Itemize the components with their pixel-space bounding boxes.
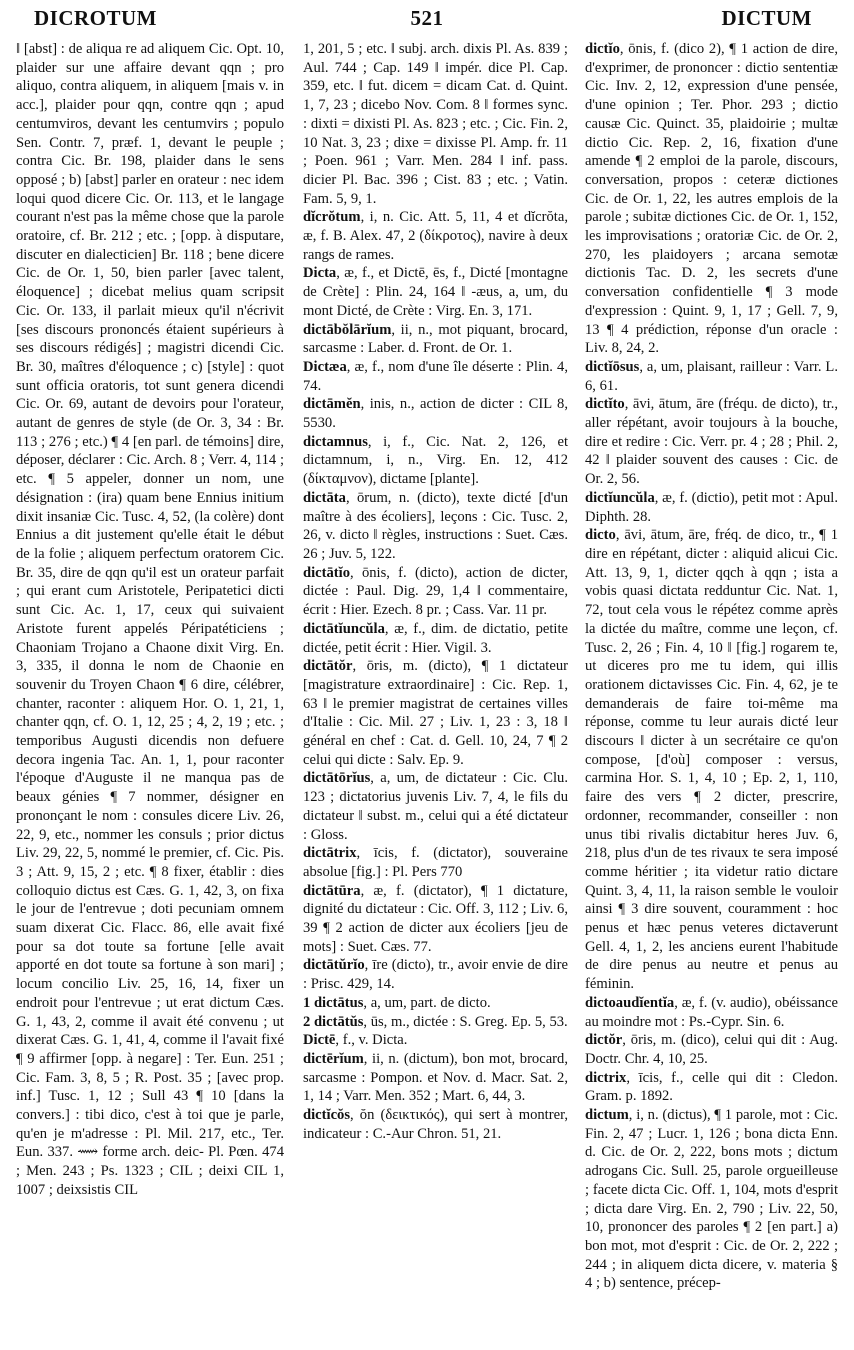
entry-text: , ūs, m., dictée : S. Greg. Ep. 5, 53. (363, 1013, 568, 1030)
entry-headword: dictātūra (303, 882, 361, 899)
dictionary-entry (585, 1106, 838, 1293)
entry-text: , ŏn (δεικτικός), qui sert à montrer, indicateur : C.-Aur Chron. 51, 21. (303, 1107, 568, 1142)
entry-headword: 2 dictātŭs (303, 1013, 364, 1030)
dictionary-entry (303, 1106, 568, 1143)
dictionary-entry (585, 994, 838, 1031)
entry-headword: dictŏr (585, 1032, 623, 1049)
entry-text: , æ, f. (dictator), ¶ 1 dictature, dignité du dictateur : Cic. Off. 3, 112 ; Liv. 6, 39 ¶ 2 action de dicter aux écoliers [jeu de mots] : Suet. Cæs. 77. (303, 882, 568, 955)
entry-text: , ii, n. (dictum), bon mot, brocard, sarcasme : Pompon. et Nov. d. Macr. Sat. 2, 1, 14 ; Varr. Men. 352 ; Mart. 6, 44, 3. (303, 1050, 568, 1105)
dictionary-entry (303, 564, 568, 620)
entry-text: , i, f., Cic. Nat. 2, 126, et dictamnum, i, n., Virg. En. 12, 412 (δίκταμνον), dictame [plante]. (303, 433, 568, 488)
dictionary-entry (303, 994, 568, 1013)
entry-headword: dictum (585, 1107, 629, 1124)
dictionary-entry (303, 882, 568, 957)
entry-text: , īcis, f., celle qui dit : Cledon. Gram. p. 1892. (585, 1069, 838, 1105)
dictionary-entry (303, 321, 568, 358)
entry-text: , æ, f., nom d'une île déserte : Plin. 4, 74. (303, 358, 568, 394)
entry-text: , īre (dicto), tr., avoir envie de dire : Prisc. 429, 14. (303, 957, 568, 993)
dictionary-entry (303, 208, 568, 264)
entry-headword: Dictē (303, 1032, 336, 1049)
dictionary-entry (303, 1013, 568, 1032)
entry-headword: dictĭuncŭla (585, 489, 655, 506)
dictionary-entry (303, 956, 568, 993)
text-columns (16, 40, 838, 1340)
dictionary-entry (16, 40, 284, 1200)
entry-headword: dictĭcŏs (303, 1107, 351, 1124)
dictionary-entry (303, 844, 568, 881)
page-number: 521 (410, 6, 444, 30)
dictionary-entry (303, 358, 568, 395)
entry-text: , æ, f. (dictio), petit mot : Apul. Diphth. 28. (585, 489, 838, 525)
entry-text: , ōris, m. (dico), celui qui dit : Aug. Doctr. Chr. 4, 10, 25. (585, 1032, 838, 1067)
entry-headword: 1 dictātus (303, 994, 364, 1011)
entry-text: , a, um, part. de dicto. (363, 994, 491, 1011)
entry-headword: dictātŭrĭo (303, 957, 365, 974)
entry-text: , ōnis, f. (dico 2), ¶ 1 action de dire, d'exprimer, de prononcer : dictio sententiæ Cic. Inv. 2, 12, expression d'une pensée, d'une opinion ; Ter. Phor. 293 ; dictio causæ Cic. Quinct. 35, plaidoirie ; multæ dictio Cic. Rep. 2, 16, fixation d'une amende ¶ 2 emploi de la parole, discours, conversation, propos : ceteræ dictiones Cic. de Or. 1, 22, les autres emplois de la parole ; subitæ dictiones Cic. de Or. 1, 152, les improvisations ; oratoriæ Cic. de Or. 2, 270, les plaidoyers ; arcana semotæ dictionis Tac. D. 2, les secrets d'une conversation confidentielle ¶ 3 mode d'expression : Quint. 9, 1, 17 ; Gell. 7, 9, 13 ¶ 4 prédiction, réponse d'un oracle : Liv. 8, 24, 2. (585, 41, 838, 357)
dictionary-entry (303, 264, 568, 320)
dictionary-entry (303, 657, 568, 769)
entry-text: , i, n. Cic. Att. 5, 11, 4 et dĭcrŏta, æ, f. B. Alex. 47, 2 (δίκροτος), navire à deux rangs de rames. (303, 209, 568, 263)
entry-text: , āvi, ātum, āre (fréqu. de dicto), tr., aller répétant, avoir toujours à la bouche, dire et redire : Cic. Verr. pr. 4 ; 28 ; Phil. 2, 42 ‖ plaider souvent des causes : Cic. de Or. 2, 56. (585, 396, 838, 488)
dictionary-entry (585, 395, 838, 489)
dictionary-entry (303, 1050, 568, 1106)
entry-headword: dictrix (585, 1069, 627, 1086)
entry-text: , f., v. Dicta. (335, 1032, 408, 1049)
entry-text: , a, um, plaisant, railleur : Varr. L. 6, 61. (585, 358, 838, 394)
entry-text: 1, 201, 5 ; etc. ‖ subj. arch. dixis Pl. As. 839 ; Aul. 744 ; Cap. 149 ‖ impér. dice Pl. Cap. 359, etc. ‖ fut. dicem = dicam Cat. d. Quint. 1, 7, 23 ; dicebo Nov. Com. 8 ‖ formes sync. : dixti = dixisti Pl. As. 823 ; etc. ; Cic. Fin. 2, 10 Nat. 3, 23 ; dixe = dixisse Pl. Amp. fr. 11 ; Poen. 961 ; Varr. Men. 284 ‖ inf. pass. dicier Pl. Bac. 396 ; Cist. 83 ; etc. ; Vatin. Fam. 5, 9, 1. (303, 41, 568, 207)
entry-headword: dictāta (303, 489, 346, 506)
entry-text: , āvi, ātum, āre, fréq. de dico, tr., ¶ 1 dire en répétant, dicter : aliquid alicui Cic. Att. 13, 9, 1, dicter qqch à qqn ; ista a vobis quasi dictata redduntur Cic. Nat. 1, 72, tout cela vous le répétez comme après la dictée du maître, comme une leçon, cf. Tusc. 2, 26 ; Fin. 4, 10 ‖ [fig.] rogarem te, ut diceres pro me tu idem, qui illis orationem dictavisses Cic. Fin. 4, 62, je te demanderais de faire toi-même ma réponse, comme tu leur aurais dicté leur discours ‖ dicter à un secrétaire ce qu'on compose, [d'où] composer : versus, carmina Hor. S. 1, 4, 10 ; Ep. 2, 1, 110, faire des vers ¶ 2 dicter, prescrire, ordonner, recommander, conseiller : non unus tibi rivalis dictabitur heres Juv. 6, 218, plus d'un de tes rivaux te sera imposé comme héritier ; ita videtur ratio dictare Quint. 3, 4, 11, la raison semble le vouloir ainsi ¶ 3 dire souvent, couramment : hoc penus et hæc penus veteres dictaverunt Gell. 4, 1, 2, les anciens eurent l'habitude de dire penus au neutre et penus au féminin. (585, 527, 838, 993)
entry-headword: dictātĭo (303, 564, 351, 581)
entry-text: , ii, n., mot piquant, brocard, sarcasme : Laber. d. Front. de Or. 1. (303, 321, 568, 357)
entry-headword: dictĭto (585, 396, 625, 413)
dictionary-entry (303, 395, 568, 432)
entry-headword: Dicta (303, 265, 337, 282)
column-3 (585, 40, 838, 1340)
entry-headword: dictērĭum (303, 1050, 364, 1067)
entry-headword: Dictæa (303, 358, 347, 375)
entry-text: , i, n. (dictus), ¶ 1 parole, mot : Cic. Fin. 2, 47 ; Lucr. 1, 126 ; bona dicta Enn. d. Cic. de Or. 2, 222, bons mots ; dictum adrogans Cic. Sull. 25, parole orgueilleuse ; facete dicta Cic. Off. 1, 104, mots d'esprit ; dicta dare Virg. En. 2, 790 ; Liv. 22, 50, 10, prononcer des paroles ¶ 2 [en part.] a) bon mot, mot d'esprit : Cic. de Or. 2, 222 ; 244 ; in aliquem dicta dicere, v. materia § 4 ; b) sentence, précep- (585, 1107, 838, 1292)
page-header (16, 6, 838, 40)
entry-headword: dictoaudĭentĭa (585, 994, 675, 1011)
entry-text: , a, um, de dictateur : Cic. Clu. 123 ; dictatorius juvenis Liv. 7, 4, le fils du dictateur ‖ subst. m., celui qui a été dictateur : Gloss. (303, 770, 568, 843)
entry-text: , æ, f. (v. audio), obéissance au moindre mot : Ps.-Cypr. Sin. 6. (585, 994, 838, 1030)
entry-text: ‖ [abst] : de aliqua re ad aliquem Cic. Opt. 10, plaider sur une affaire devant qqn ; pro aliquo, contra aliquem, in aliquem [mais v. in acc.], plaider pour qqn, contre qqn ; apud centumviros, devant les centumvirs ; populo Sen. Contr. 7, præf. 1, devant le peuple ; contra Cic. Br. 198, plaider dans le sens opposé ; b) [abst] parler en orateur : nec idem loqui quod dicere Cic. Or. 113, et le langage courant n'est pas la même chose que la parole oratoire, cf. Br. 212 ; etc. ; [opp. à disputare, discuter en dialecticien] Br. 118 ; bene dicere Cic. de Or. 1, 50, bien parler [avec talent, éloquence] ; dicebat melius quam scripsit Cic. Or. 133, il parlait mieux qu'il n'écrivit [ses discours prononcés étaient supérieurs à ses discours rédigés] ; magistri dicendi Cic. Br. 30, maîtres d'éloquence ; c) [style] : quot sunt officia oratoris, tot sunt genera dicendi Cic. Or. 69, autant de devoirs pour l'orateur, autant de genres de style (de Or. 3, 34 : Br. 113 ; 276 ; etc.) ¶ 4 [en parl. de témoins] dire, déposer, déclarer : Cic. Arch. 8 ; Verr. 4, 114 ; etc. ¶ 5 appeler, donner un nom, une désignation : (ira) quam bene Ennius initium dixit insaniæ Cic. Tusc. 4, 52, (la colère) dont Ennius a dit justement qu'elle était le début de la folie ; aliquem perfectum oratorem Cic. Br. 35, dire de qqn qu'il est un orateur parfait ; qui erant cum Aristotele, Peripatetici dicti sunt Cic. Ac. 1, 17, ceux qui suivaient Aristote furent appelés Péripatéticiens ; Chaoniam Trojano a Chaone dixit Virg. En. 3, 335, il donna le nom de Chaonie en souvenir du Troyen Chaon ¶ 6 dire, célébrer, chanter, raconter : aliquem Hor. O. 1, 21, 1, chanter qqn, cf. O. 1, 12, 25 ; 4, 2, 19 ; etc. ; temporibus Augusti dicendis non defuere decora ingenia Tac. An. 1, 1, pour raconter l'époque d'Auguste il ne manqua pas de beaux génies ¶ 7 nommer, désigner en prononçant le nom : consules dicere Liv. 26, 22, 9, etc., nommer les consuls ; prior dictus Liv. 29, 22, 5, nommé le premier, cf. Cic. Pis. 3 ; Att. 9, 15, 2 ; etc. ¶ 8 fixer, établir : dies colloquio dictus est Cæs. G. 1, 42, 3, on fixa le jour de l'entrevue ; doti pecuniam omnem suam dixerat Cic. Flacc. 86, elle avait fixé pour sa dot toute sa fortune [elle avait apporté en dot toute sa fortune à son mari] ; locum concilio Liv. 25, 16, 14, fixer un endroit pour l'entrevue ; ut erat dictum Cæs. G. 1, 43, 2, comme il avait été convenu ; ut dixerat Cæs. G. 1, 41, 4, comme il l'avait fixé ¶ 9 affirmer [opp. à negare] : Ter. Eun. 251 ; Cic. Fam. 3, 8, 5 ; R. Post. 35 ; [avec prop. inf.] Tusc. 1, 12 ; Sull 43 ¶ 10 [dans la convers.] : tibi dico, c'est à toi que je parle, qu'en je m'adresse : Pl. Mil. 217, etc., Ter. Eun. 337. ⟿ forme arch. deic- Pl. Pœn. 474 ; Men. 243 ; Ps. 1323 ; CIL ; deixi CIL 1, 1007 ; deixsistis CIL (16, 41, 284, 1198)
dictionary-entry (585, 1069, 838, 1106)
column-2 (303, 40, 568, 1340)
entry-text: , ōnis, f. (dicto), action de dicter, dictée : Paul. Dig. 29, 1,4 ‖ commentaire, écrit : Hier. Ezech. 8 pr. ; Cass. Var. 11 pr. (303, 564, 568, 619)
dictionary-entry (585, 1031, 838, 1068)
entry-text: , ōris, m. (dicto), ¶ 1 dictateur [magistrature extraordinaire] : Cic. Rep. 1, 63 ‖ le premier magistrat de certaines villes d'Italie : Cic. Mil. 27 ; Liv. 1, 23 : 3, 18 ‖ général en chef : Cat. d. Gell. 10, 24, 7 ¶ 2 celui qui dicte : Salv. Ep. 9. (303, 658, 568, 768)
dictionary-entry (585, 358, 838, 395)
dictionary-entry (303, 1031, 568, 1050)
dictionary-entry (303, 769, 568, 844)
entry-headword: dĭcrŏtum (303, 209, 361, 226)
entry-headword: dictābŏlārĭum (303, 321, 392, 338)
entry-headword: dictamnus (303, 433, 368, 450)
entry-headword: dictĭōsus (585, 358, 640, 375)
entry-text: , æ, f., dim. de dictatio, petite dictée, petit écrit : Hier. Vigil. 3. (303, 620, 568, 656)
entry-headword: dictĭo (585, 41, 620, 57)
entry-headword: dictātĭuncŭla (303, 620, 385, 637)
column-1 (16, 40, 284, 1340)
header-left-guideword: DICROTUM (34, 6, 157, 30)
entry-headword: dictātrix (303, 845, 357, 862)
entry-headword: dictāmĕn (303, 396, 361, 413)
header-right-guideword: DICTUM (721, 6, 812, 30)
dictionary-entry (303, 40, 568, 208)
entry-text: , īcis, f. (dictator), souveraine absolue [fig.] : Pl. Pers 770 (303, 845, 568, 880)
dictionary-entry (303, 433, 568, 489)
entry-headword: dictātŏr (303, 658, 353, 675)
dictionary-entry (585, 526, 838, 994)
entry-headword: dictātōrĭus (303, 770, 371, 787)
entry-text: , ōrum, n. (dicto), texte dicté [d'un maître à des écoliers], leçons : Cic. Tusc. 2, 26, v. dicto ‖ règles, instructions : Suet. Cæs. 26 ; Juv. 5, 122. (303, 489, 568, 562)
entry-headword: dicto (585, 527, 616, 544)
entry-text: , inis, n., action de dicter : CIL 8, 5530. (303, 396, 568, 432)
dictionary-entry (585, 489, 838, 526)
dictionary-entry (585, 40, 838, 358)
entry-text: , æ, f., et Dictē, ēs, f., Dicté [montagne de Crète] : Plin. 24, 164 ‖ -æus, a, um, du mont Dicté, de Crète : Virg. En. 3, 171. (303, 265, 568, 319)
dictionary-entry (303, 489, 568, 564)
dictionary-entry (303, 620, 568, 657)
